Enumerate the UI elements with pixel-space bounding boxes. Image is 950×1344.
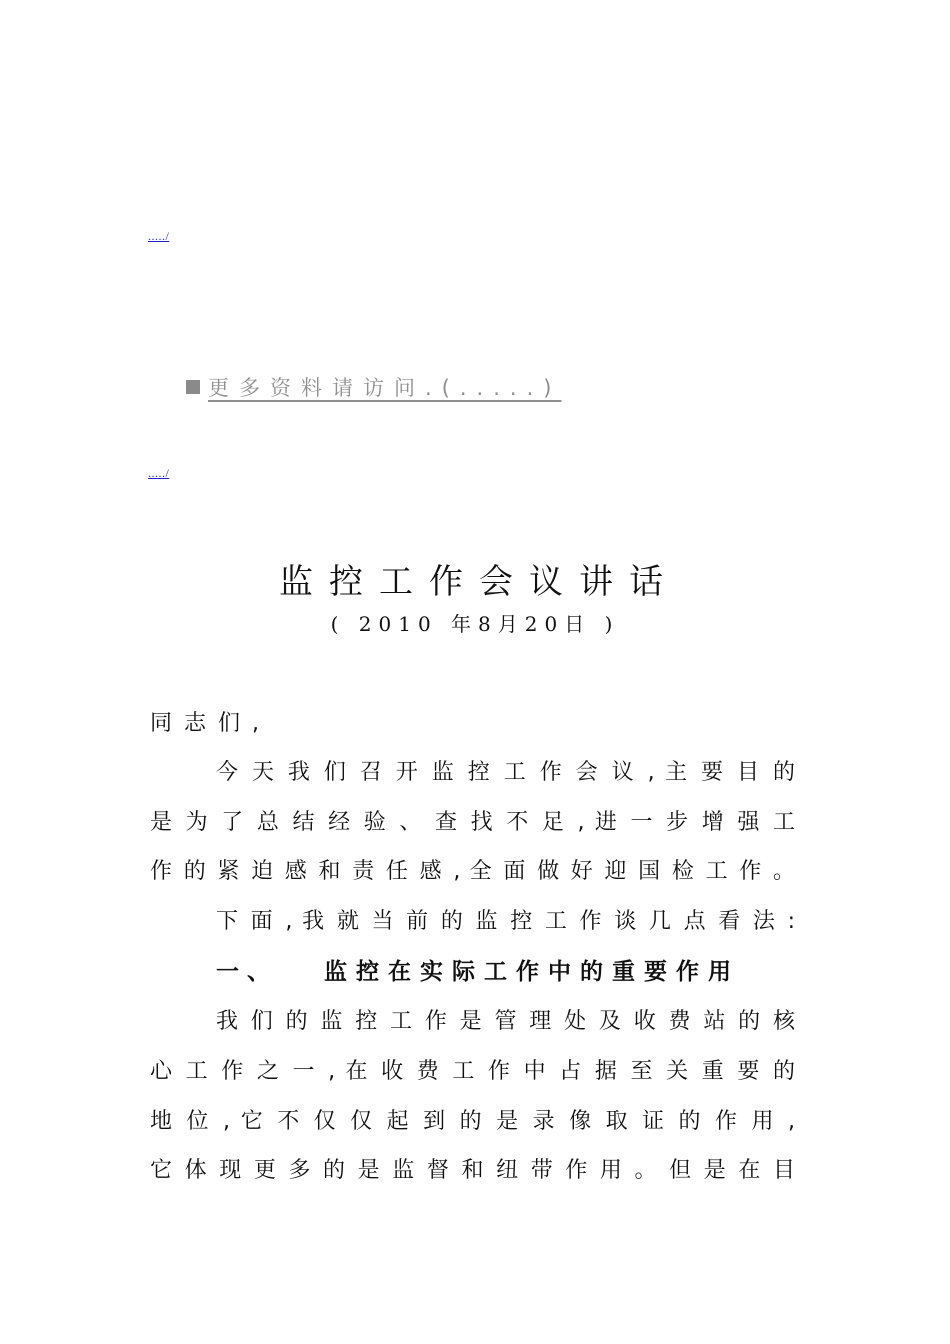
paragraph-line: 今 天 我 们 召 开 监 控 工 作 会 议 , 主 要 目 的 (216, 760, 795, 785)
paragraph-line: 它 体 现 更 多 的 是 监 督 和 纽 带 作 用 。 但 是 在 目 (150, 1158, 795, 1183)
document-date: ( 2010 年8月20日 ) (330, 612, 620, 636)
paragraph-line: 作 的 紧 迫 感 和 责 任 感 , 全 面 做 好 迎 国 检 工 作 。 (150, 859, 795, 884)
square-bullet-icon (186, 380, 200, 394)
salutation: 同志们, (150, 711, 271, 736)
paragraph-line: 是 为 了 总 结 经 验 、 查 找 不 足 , 进 一 步 增 强 工 (150, 810, 795, 835)
middle-link[interactable]: ...../ (148, 466, 170, 480)
paragraph-line: 我 们 的 监 控 工 作 是 管 理 处 及 收 费 站 的 核 (216, 1009, 795, 1034)
paragraph-line: 心 工 作 之 一 , 在 收 费 工 作 中 占 据 至 关 重 要 的 (150, 1059, 795, 1084)
top-link[interactable]: ...../ (148, 229, 170, 243)
document-title: 监控工作会议讲话 (279, 562, 679, 602)
promo-link[interactable]: 更多资料请访问.(.....) (208, 376, 562, 400)
section-title: 监控在实际工作中的重要作用 (324, 959, 740, 985)
paragraph-line: 地 位 , 它 不 仅 仅 起 到 的 是 录 像 取 证 的 作 用 , (150, 1109, 795, 1134)
section-number: 一、 (216, 959, 278, 985)
paragraph-line: 下 面 , 我 就 当 前 的 监 控 工 作 谈 几 点 看 法 : (216, 909, 795, 934)
section-heading (216, 956, 740, 988)
promo-banner[interactable] (186, 372, 561, 402)
